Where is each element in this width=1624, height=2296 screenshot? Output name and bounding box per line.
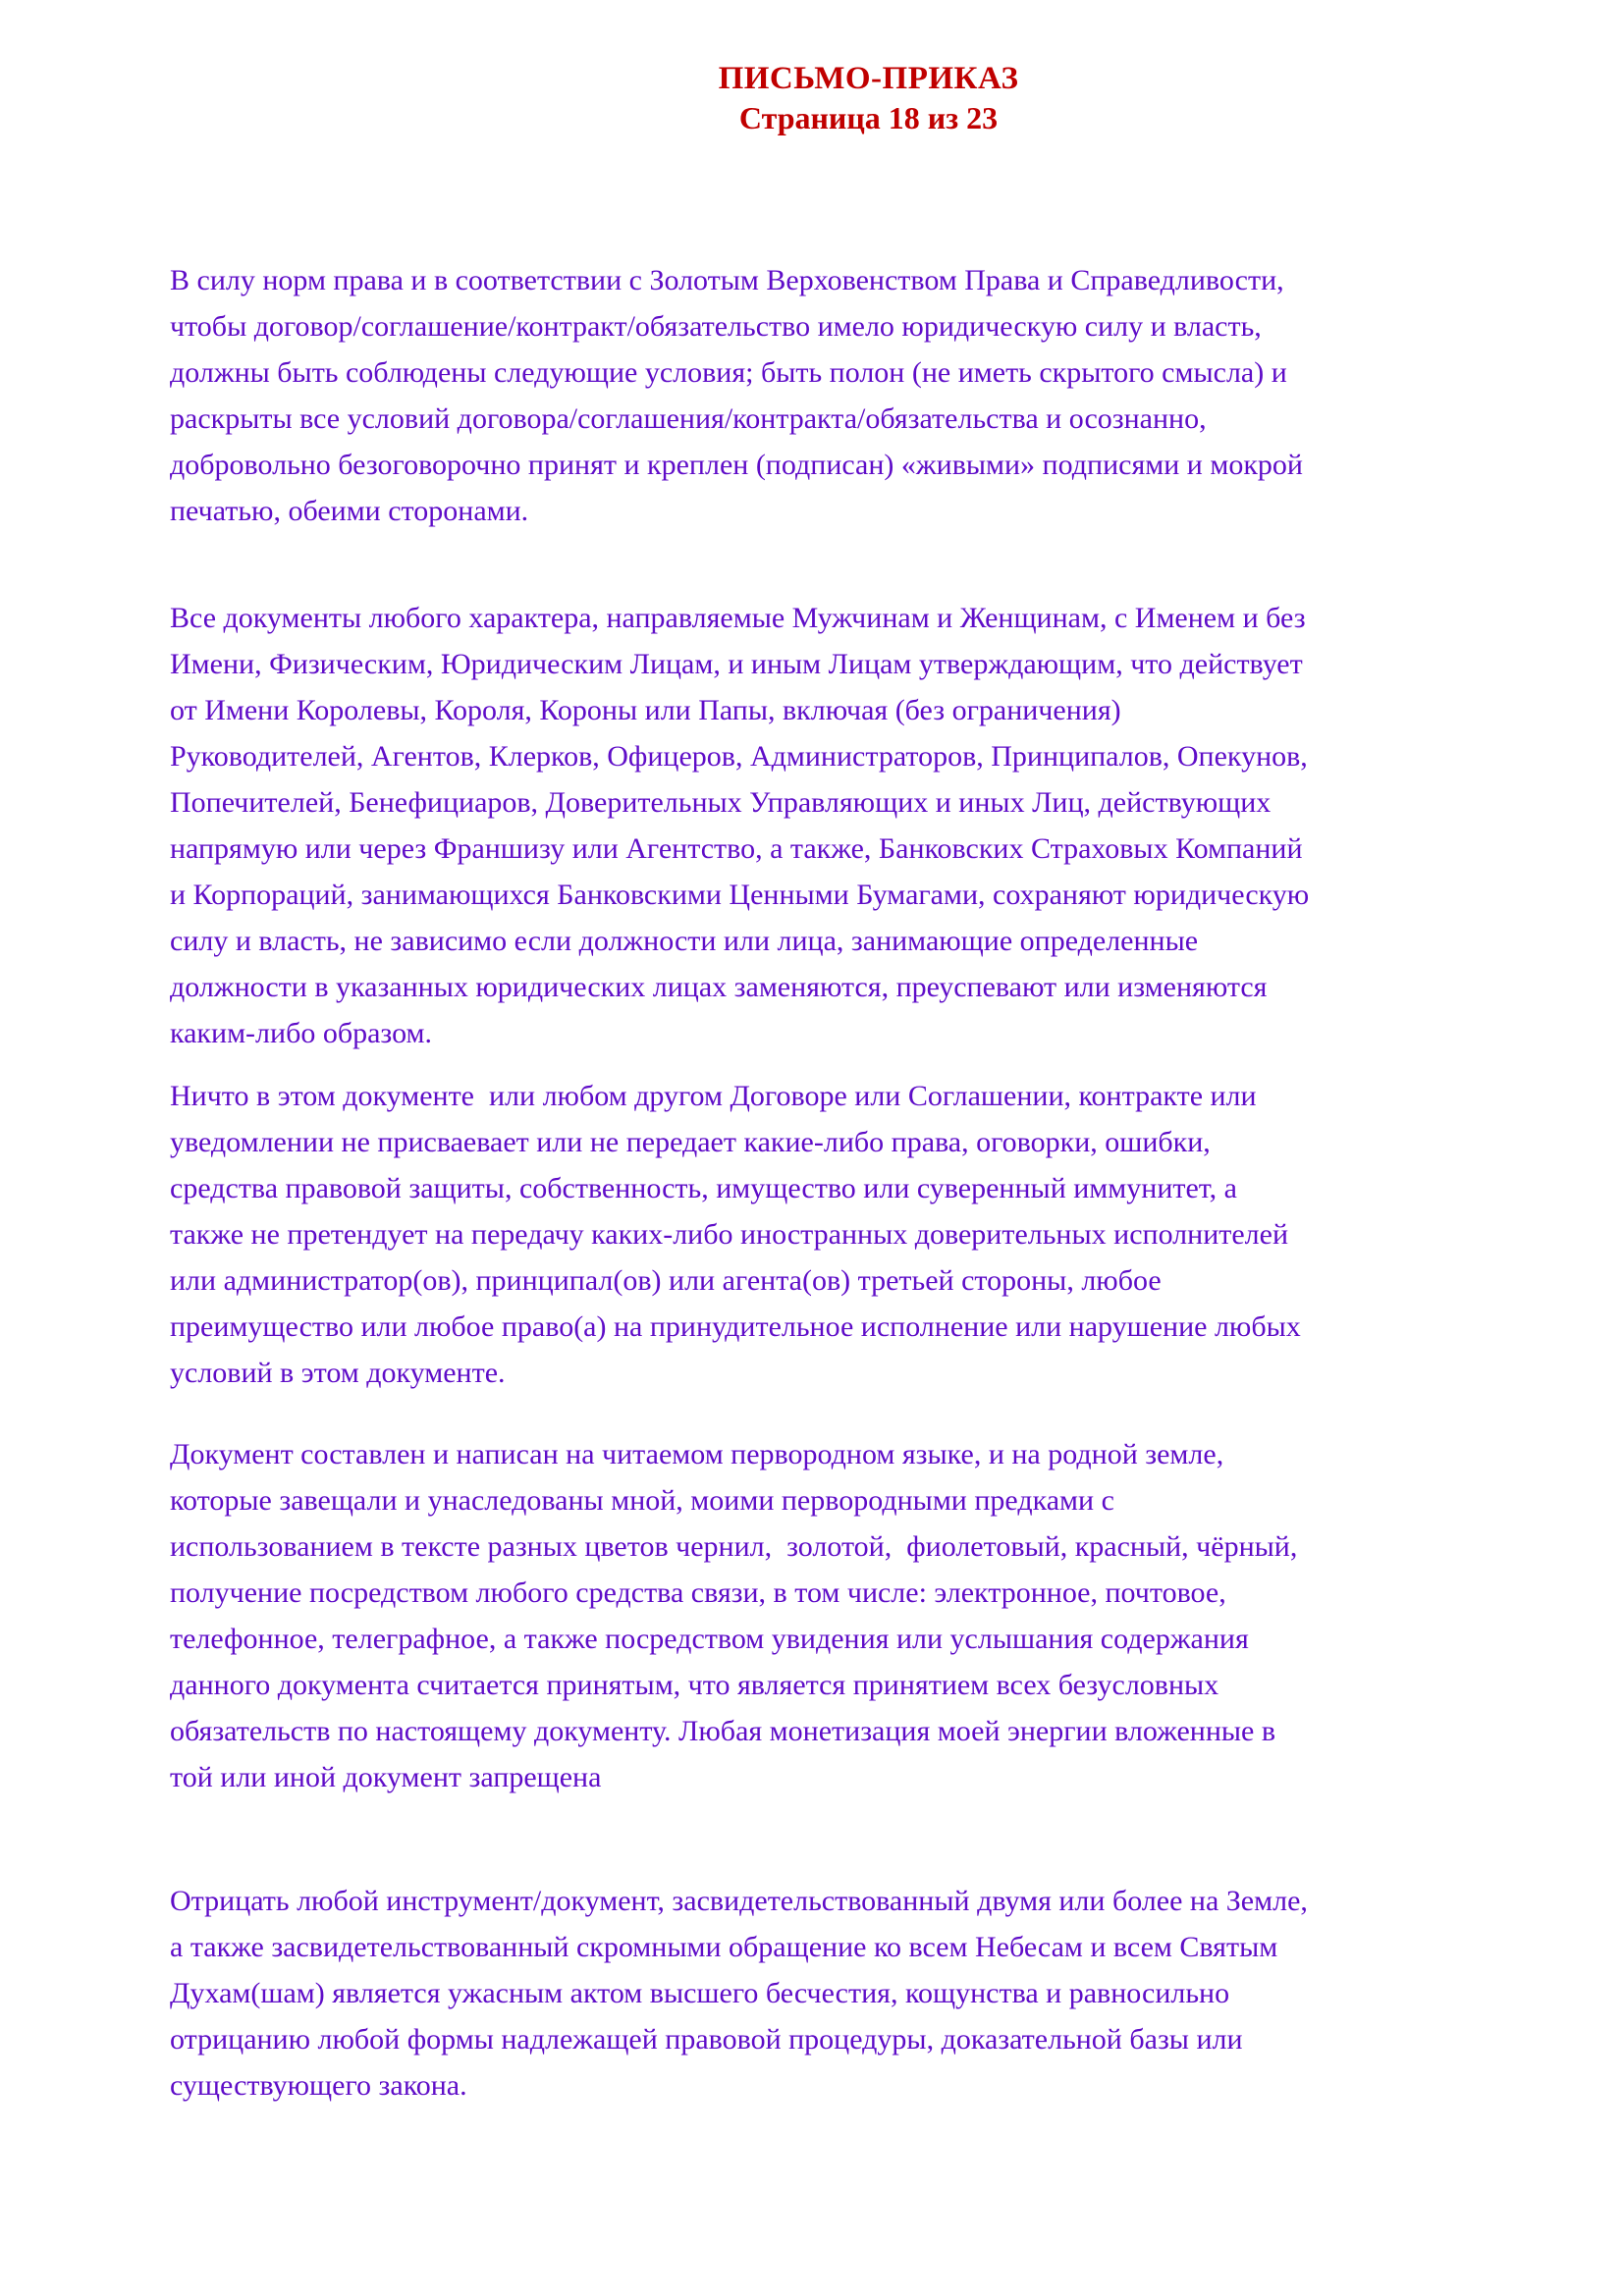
text-line: или администратор(ов), принципал(ов) или агента(ов) третьей стороны, любое [170, 1264, 1162, 1297]
text-line: и Корпораций, занимающихся Банковскими Ценными Бумагами, сохраняют юридическую [170, 879, 1310, 911]
paragraph-all-documents [170, 595, 1545, 1056]
text-line: должны быть соблюдены следующие условия; быть полон (не иметь скрытого смысла) и [170, 356, 1287, 389]
document-header [0, 0, 1624, 137]
paragraph-denial [170, 1878, 1545, 2109]
text-line: использованием в тексте разных цветов чернил, золотой, фиолетовый, красный, чёрный, [170, 1530, 1298, 1563]
text-line: существующего закона. [170, 2069, 467, 2102]
text-line: Все документы любого характера, направляемые Мужчинам и Женщинам, с Именем и без [170, 602, 1306, 634]
text-line: чтобы договор/соглашение/контракт/обязательство имело юридическую силу и власть, [170, 310, 1262, 343]
text-line: условий в этом документе. [170, 1357, 506, 1389]
text-line: Документ составлен и написан на читаемом первородном языке, и на родной земле, [170, 1438, 1224, 1470]
text-line: от Имени Королевы, Короля, Короны или Папы, включая (без ограничения) [170, 694, 1121, 726]
text-line: Попечителей, Бенефициаров, Доверительных Управляющих и иных Лиц, действующих [170, 786, 1272, 819]
text-line: Духам(шам) является ужасным актом высшего бесчестия, кощунства и равносильно [170, 1977, 1230, 2009]
text-line: средства правовой защиты, собственность, имущество или суверенный иммунитет, а [170, 1172, 1237, 1204]
paragraph-nothing-in-document [170, 1073, 1545, 1396]
text-line: также не претендует на передачу каких-либо иностранных доверительных исполнителей [170, 1218, 1289, 1251]
text-line: данного документа считается принятым, что является принятием всех безусловных [170, 1669, 1219, 1701]
page-indicator: Страница 18 из 23 [738, 100, 999, 135]
text-line: раскрыты все условий договора/соглашения/контракта/обязательства и осознанно, [170, 402, 1207, 435]
text-line: а также засвидетельствованный скромными обращение ко всем Небесам и всем Святым [170, 1931, 1278, 1963]
paragraph-legal-force [170, 257, 1545, 534]
text-line: телефонное, телеграфное, а также посредством увидения или услышания содержания [170, 1623, 1249, 1655]
text-line: преимущество или любое право(а) на принудительное исполнение или нарушение любых [170, 1310, 1301, 1343]
text-line: той или иной документ запрещена [170, 1761, 602, 1793]
text-line: силу и власть, не зависимо если должности или лица, занимающие определенные [170, 925, 1199, 957]
text-line: обязательств по настоящему документу. Любая монетизация моей энергии вложенные в [170, 1715, 1276, 1747]
text-line: добровольно безоговорочно принят и креплен (подписан) «живыми» подписями и мокрой [170, 449, 1303, 481]
document-title: ПИСЬМО-ПРИКАЗ [718, 61, 1019, 96]
text-line: должности в указанных юридических лицах заменяются, преуспевают или изменяются [170, 971, 1268, 1003]
text-line: которые завещали и унаследованы мной, моими первородными предками с [170, 1484, 1114, 1517]
text-line: получение посредством любого средства связи, в том числе: электронное, почтовое, [170, 1576, 1226, 1609]
text-line: уведомлении не присваевает или не передает какие-либо права, оговорки, ошибки, [170, 1126, 1211, 1158]
text-line: Руководителей, Агентов, Клерков, Офицеров, Администраторов, Принципалов, Опекунов, [170, 740, 1308, 773]
paragraph-document-language [170, 1431, 1545, 1800]
text-line: Ничто в этом документе или любом другом Договоре или Соглашении, контракте или [170, 1080, 1257, 1112]
text-line: напрямую или через Франшизу или Агентство, а также, Банковских Страховых Компаний [170, 832, 1303, 865]
text-line: печатью, обеими сторонами. [170, 495, 529, 527]
text-line: Отрицать любой инструмент/документ, засвидетельствованный двумя или более на Земле, [170, 1885, 1308, 1917]
text-line: каким-либо образом. [170, 1017, 432, 1049]
document-body [0, 257, 1624, 2109]
text-line: отрицанию любой формы надлежащей правовой процедуры, доказательной базы или [170, 2023, 1243, 2056]
text-line: В силу норм права и в соответствии с Золотым Верховенством Права и Справедливости, [170, 264, 1284, 296]
text-line: Имени, Физическим, Юридическим Лицам, и иным Лицам утверждающим, что действует [170, 648, 1303, 680]
